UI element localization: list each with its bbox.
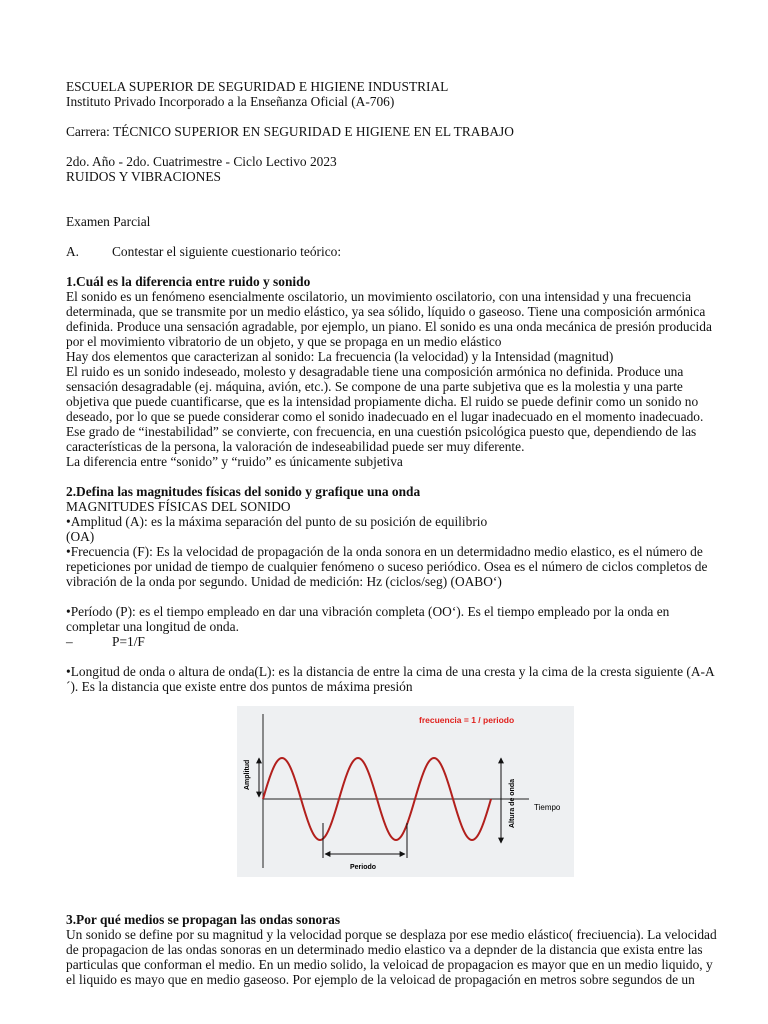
answer-line: características de la persona, la valoración de indeseabilidad puede ser muy diferente.	[66, 439, 525, 454]
answer-line: objetiva que puede cuantificarse, que es la intensidad propiamente dicha. El ruido se puede definir como un sonido no	[66, 394, 699, 409]
answer-line: sensación desagradable (ej. máquina, avión, etc.). Se compone de una parte subjetiva que es la molestia y una parte	[66, 379, 683, 394]
wavelength-definition: •Longitud de onda o altura de onda(L): es la distancia de entre la cima de una cresta y la cima de la cresta siguiente (A-A	[66, 664, 715, 679]
amplitude-definition: (OA)	[66, 529, 95, 544]
answer-line: el liquido es mayo que en medio gaseoso. Por ejemplo de la veloicad de propagación en metros sobre segundos de un	[66, 972, 695, 987]
period-definition: •Período (P): es el tiempo empleado en dar una vibración completa (OO‘). Es el tiempo empleado por la onda en	[66, 604, 670, 619]
school-name: ESCUELA SUPERIOR DE SEGURIDAD E HIGIENE INDUSTRIAL	[66, 79, 449, 94]
wave-figure-container	[66, 694, 738, 912]
question-1-title: 1.Cuál es la diferencia entre ruido y sonido	[66, 274, 311, 289]
formula-text: P=1/F	[112, 634, 145, 649]
wavelength-definition: ´). Es la distancia que existe entre dos puntos de máxima presión	[66, 679, 413, 694]
section-a	[66, 244, 738, 259]
answer-line: determinada, que se transmite por un medio elástico, ya sea sólido, líquido o gaseoso. Tiene una composición armónica	[66, 304, 706, 319]
wave-figure	[237, 706, 574, 877]
section-a-letter: A.	[66, 244, 80, 259]
question-2-title: 2.Defina las magnitudes físicas del sonido y grafique una onda	[66, 484, 421, 499]
cycle-line: 2do. Año - 2do. Cuatrimestre - Ciclo Lectivo 2023	[66, 154, 337, 169]
frequency-definition: repeticiones por unidad de tiempo de cualquier fenómeno o suceso periódico. Osea es el número de ciclos completos de	[66, 559, 708, 574]
formula-label: frecuencia = 1 / periodo	[419, 715, 515, 725]
subject-line: RUIDOS Y VIBRACIONES	[66, 169, 221, 184]
section-a-text: Contestar el siguiente cuestionario teórico:	[112, 244, 342, 259]
document-body	[66, 79, 738, 987]
formula-dash: –	[66, 634, 73, 649]
magnitudes-subtitle: MAGNITUDES FÍSICAS DEL SONIDO	[66, 499, 291, 514]
question-3-title: 3.Por qué medios se propagan las ondas sonoras	[66, 912, 341, 927]
period-label: Periodo	[350, 864, 377, 871]
question-1-answer	[66, 289, 738, 469]
question-3-answer	[66, 927, 738, 987]
period-formula	[66, 634, 738, 649]
frequency-definition: •Frecuencia (F): Es la velocidad de propagación de la onda sonora en un determidadno medio elastico, es el número de	[66, 544, 703, 559]
institute-name: Instituto Privado Incorporado a la Enseñanza Oficial (A-706)	[66, 94, 395, 109]
answer-line: particulas que conforman el medio. En un medio solido, la veloicad de propagacion es mayor que en un medio liquido, y	[66, 957, 713, 972]
time-label: Tiempo	[534, 803, 561, 812]
answer-line: definida. Produce una sensación agradable, por ejemplo, un piano. El sonido es una onda mecánica de presión producida	[66, 319, 712, 334]
answer-line: deseado, por lo que se puede considerar como el sonido inadecuado en el lugar inadecuado en el momento inadecuado.	[66, 409, 704, 424]
frequency-definition: vibración de la onda por segundo. Unidad de medición: Hz (ciclos/seg) (OABO‘)	[66, 574, 502, 589]
career-line: Carrera: TÉCNICO SUPERIOR EN SEGURIDAD E HIGIENE EN EL TRABAJO	[66, 124, 514, 139]
answer-line: Hay dos elementos que caracterizan al sonido: La frecuencia (la velocidad) y la Intensidad (magnitud)	[66, 349, 614, 364]
answer-line: La diferencia entre “sonido” y “ruido” es únicamente subjetiva	[66, 454, 403, 469]
period-definition: completar una longitud de onda.	[66, 619, 239, 634]
answer-line: El sonido es un fenómeno esencialmente oscilatorio, un movimiento oscilatorio, con una intensidad y una frecuencia	[66, 289, 692, 304]
answer-line: por el movimiento vibratorio de un objeto, y que se propaga en un medio elástico	[66, 334, 502, 349]
amplitude-label: Amplitud	[244, 759, 251, 790]
exam-title: Examen Parcial	[66, 214, 151, 229]
wave-height-label: Altura de onda	[509, 778, 516, 828]
answer-line: El ruido es un sonido indeseado, molesto y desagradable tiene una composición armónica no definida. Produce una	[66, 364, 684, 379]
wave-diagram	[237, 706, 574, 877]
answer-line: Un sonido se define por su magnitud y la velocidad porque se desplaza por ese medio elástico( freciuencia). La velocidad	[66, 927, 717, 942]
answer-line: de propagacion de las ondas sonoras en un determinado medio elastico va a depnder de la distancia que exista entre las	[66, 942, 703, 957]
amplitude-definition: •Amplitud (A): es la máxima separación del punto de su posición de equilibrio	[66, 514, 488, 529]
answer-line: Ese grado de “inestabilidad” se convierte, con frecuencia, en una cuestión psicológica puesto que, dependiendo de las	[66, 424, 697, 439]
